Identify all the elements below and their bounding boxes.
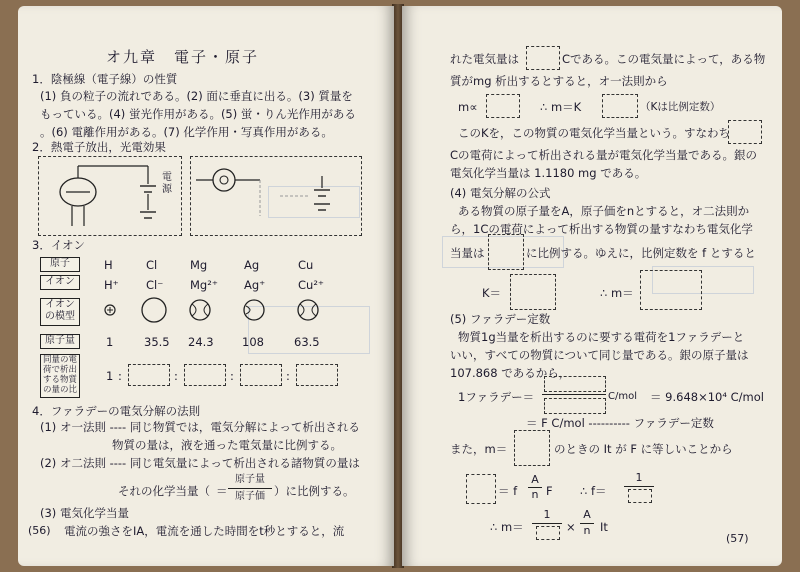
equation-part: ＝ 9.648×10⁴ C/mol — [650, 390, 764, 404]
text-line: 電気化学当量は 1.1180 mg である。 — [450, 166, 647, 180]
unit-label: C/mol — [608, 391, 637, 402]
ratio-sep: : — [174, 369, 178, 383]
ratio-sep: : — [230, 369, 234, 383]
equation-part: K＝ — [482, 286, 502, 300]
subsection-heading: (5) ファラデー定数 — [450, 312, 551, 326]
ratio-blank-box — [240, 364, 282, 386]
right-page — [402, 6, 782, 566]
atomic-mass-cell: 108 — [242, 335, 264, 349]
ratio-sep: : — [118, 369, 122, 383]
row-label-deposit-ratio: 同量の電荷で析出する物質の量の比 — [40, 354, 80, 398]
text-line: 電流の強さをIA，電流を通した時間をt秒とすると，流 — [64, 524, 345, 538]
fraction-denominator: n — [531, 488, 539, 501]
row-label-atom: 原子 — [40, 257, 80, 272]
fraction-numerator: 1 — [543, 508, 551, 521]
atomic-mass-cell: 63.5 — [294, 335, 320, 349]
chapter-title: オ九章 電子・原子 — [106, 48, 260, 66]
text-line: Cの電荷によって析出される量が電気化学当量である。銀の — [450, 148, 758, 162]
text-line: このKを，この物質の電気化学当量という。すなわち — [458, 126, 731, 140]
atom-cell: Ag — [244, 258, 260, 272]
fraction-denominator: 原子価 — [235, 491, 265, 502]
text-line: いい，すべての物質について同じ量である。銀の原子量は — [450, 348, 749, 362]
text-line: 。(6) 電離作用がある。(7) 化学作用・写真作用がある。 — [40, 125, 333, 139]
blank-box — [486, 94, 520, 118]
ion-cell: Mg²⁺ — [190, 278, 218, 292]
blank-box — [544, 398, 606, 414]
text-line: れた電気量は — [450, 52, 519, 66]
atom-cell: Cl — [146, 258, 158, 272]
equation-part: F — [546, 484, 553, 498]
atom-cell: H — [104, 258, 113, 272]
text-line: Cである。この電気量によって，ある物 — [562, 52, 766, 66]
equals-sign: ＝ — [216, 484, 228, 498]
fraction-bar — [532, 523, 562, 524]
atom-cell: Cu — [298, 258, 314, 272]
blank-box — [466, 474, 496, 504]
text-line: もっている。(4) 蛍光作用がある。(5) 蛍・りん光作用がある — [40, 107, 356, 121]
equation-part: ＝ F C/mol ---------- ファラデー定数 — [526, 416, 714, 430]
blank-box — [536, 526, 560, 540]
equation-part: 1ファラデー＝ — [458, 390, 535, 404]
fraction-bar — [542, 394, 606, 395]
ratio-blank-box — [296, 364, 338, 386]
text-line: 当量は — [450, 246, 485, 260]
times-sign: × — [566, 520, 576, 534]
equation-note: （Kは比例定数） — [640, 101, 721, 113]
fraction-numerator: 1 — [635, 471, 643, 484]
vacuum-tube-diagram — [38, 156, 180, 234]
section-heading: 3．イオン — [32, 238, 85, 252]
blank-box — [526, 46, 560, 70]
ratio-blank-box — [184, 364, 226, 386]
power-source-label: 電源 — [162, 172, 172, 195]
left-page — [18, 6, 394, 566]
equation-part: It — [600, 520, 608, 534]
ratio-blank-box — [128, 364, 170, 386]
page-number: (56) — [28, 524, 51, 537]
blank-box — [488, 234, 524, 270]
blank-box — [728, 120, 762, 144]
text-line: (1) 負の粒子の流れである。(2) 面に垂直に出る。(3) 質量を — [40, 89, 353, 103]
blank-box — [544, 376, 606, 392]
text-line: ら，1Cの電荷によって析出する物質の量すなわち電気化学 — [450, 222, 753, 236]
equation-part: m∝ — [458, 100, 478, 114]
photocell-diagram — [190, 156, 360, 234]
fraction-bar — [624, 486, 654, 487]
section-heading: 4．ファラデーの電気分解の法則 — [32, 404, 201, 418]
ratio-first: 1 — [106, 369, 114, 383]
section-heading: 2．熱電子放出，光電効果 — [32, 140, 166, 154]
row-label-ion-model: イオンの模型 — [40, 298, 80, 326]
text-line: 質がmg 析出するとすると，オ一法則から — [450, 74, 668, 88]
atomic-mass-cell: 1 — [106, 335, 114, 349]
subsection-heading: (3) 電気化学当量 — [40, 506, 129, 520]
fraction-denominator: n — [583, 524, 591, 537]
text-line: 物質の量は，液を通った電気量に比例する。 — [112, 438, 342, 452]
text-line: ある物質の原子量をA，原子価をnとすると，オ二法則か — [458, 204, 750, 218]
blank-box — [602, 94, 638, 118]
ion-model-drawings — [88, 294, 368, 328]
text-line: 物質1g当量を析出するのに要する電荷を1ファラデーと — [458, 330, 745, 344]
ion-cell: Ag⁺ — [244, 278, 266, 292]
text-line: ）に比例する。 — [274, 484, 355, 498]
atom-cell: Mg — [190, 258, 208, 272]
text-line: 107.868 であるから， — [450, 366, 571, 380]
page-number: (57) — [726, 532, 749, 545]
fraction-numerator: A — [583, 508, 591, 521]
row-label-ion: イオン — [40, 275, 80, 290]
ratio-sep: : — [286, 369, 290, 383]
equation-part: ∴ f＝ — [580, 484, 607, 498]
row-label-atomic-mass: 原子量 — [40, 334, 80, 349]
text-line: のときの It が F に等しいことから — [554, 442, 733, 456]
equation-part: ＝ f — [498, 484, 518, 498]
equation-part: ∴ m＝ — [490, 520, 524, 534]
text-line: それの化学当量（ — [118, 484, 210, 498]
equation-part: ∴ m＝K — [540, 100, 582, 114]
blank-box — [510, 274, 556, 310]
blank-box — [514, 430, 550, 466]
fraction-numerator: 原子量 — [235, 474, 265, 485]
ion-cell: Cl⁻ — [146, 278, 164, 292]
ion-cell: H⁺ — [104, 278, 119, 292]
subsection-heading: (4) 電気分解の公式 — [450, 186, 551, 200]
text-line: (2) オ二法則 ---- 同じ電気量によって析出される諸物質の量は — [40, 456, 360, 470]
text-line: に比例する。ゆえに，比例定数を f とすると — [526, 246, 756, 260]
equation-part: ∴ m＝ — [600, 286, 634, 300]
ion-cell: Cu²⁺ — [298, 278, 324, 292]
atomic-mass-cell: 35.5 — [144, 335, 170, 349]
fraction-numerator: A — [531, 473, 539, 486]
text-line: (1) オ一法則 ---- 同じ物質では，電気分解によって析出される — [40, 420, 360, 434]
section-heading: 1．陰極線（電子線）の性質 — [32, 72, 178, 86]
blank-box — [628, 489, 652, 503]
fraction-bar — [228, 488, 272, 489]
text-line: また，m＝ — [450, 442, 508, 456]
blank-box — [640, 270, 702, 310]
atomic-mass-cell: 24.3 — [188, 335, 214, 349]
